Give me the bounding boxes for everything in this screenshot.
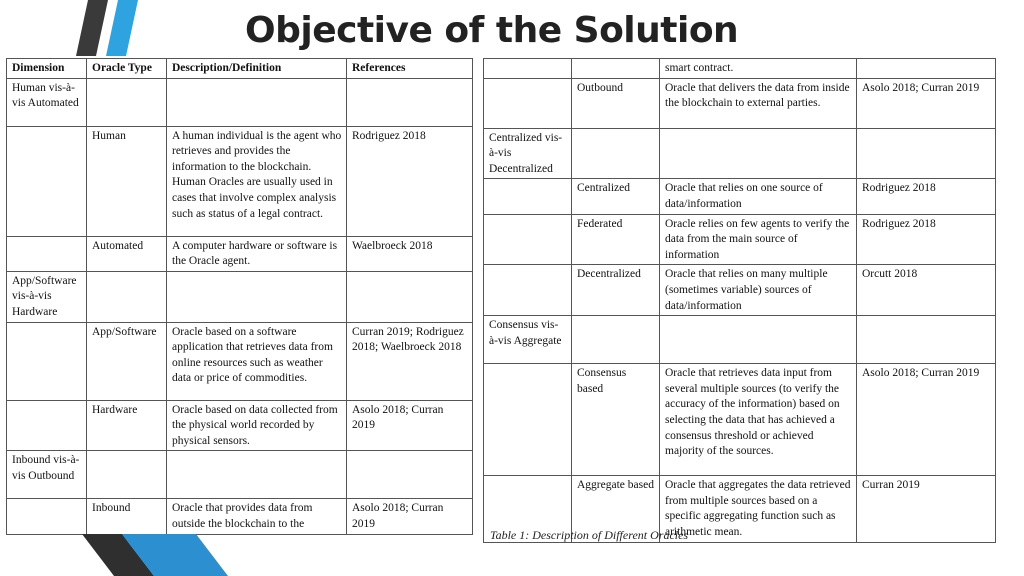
cell-type [87, 271, 167, 322]
table-row [484, 214, 996, 265]
table-row [484, 78, 996, 128]
cell-reference: Asolo 2018; Curran 2019 [347, 499, 473, 534]
cell-reference [857, 59, 996, 79]
cell-dimension [484, 214, 572, 265]
cell-dimension [7, 400, 87, 451]
cell-description [167, 78, 347, 126]
cell-type [87, 451, 167, 499]
cell-dimension [7, 236, 87, 271]
cell-dimension: Inbound vis-à-vis Outbound [7, 451, 87, 499]
table-row [7, 322, 473, 400]
table-row [7, 400, 473, 451]
table-row [7, 78, 473, 126]
cell-reference: Waelbroeck 2018 [347, 236, 473, 271]
cell-type: Automated [87, 236, 167, 271]
page-title: Objective of the Solution [245, 10, 739, 51]
cell-description: Oracle that relies on one source of data/information [660, 179, 857, 214]
cell-dimension [484, 265, 572, 316]
cell-type: Inbound [87, 499, 167, 534]
cell-description: Oracle based on data collected from the physical world recorded by physical sensors. [167, 400, 347, 451]
cell-description: Oracle that relies on many multiple (sometimes variable) sources of data/information [660, 265, 857, 316]
cell-dimension [7, 126, 87, 236]
oracle-table-right [483, 58, 996, 543]
cell-type: Consensus based [572, 364, 660, 476]
cell-description: Oracle that retrieves data input from several multiple sources (to verify the accuracy of the information) based on selecting the data that has achieved a consensus threshold or achieved majority of the sources. [660, 364, 857, 476]
cell-description: A computer hardware or software is the Oracle agent. [167, 236, 347, 271]
cell-reference: Orcutt 2018 [857, 265, 996, 316]
table-row [7, 451, 473, 499]
cell-dimension [484, 179, 572, 214]
cell-type: Decentralized [572, 265, 660, 316]
table-row [484, 128, 996, 179]
cell-dimension: Consensus vis-à-vis Aggregate [484, 316, 572, 364]
header-references: References [347, 59, 473, 79]
cell-type [572, 128, 660, 179]
cell-dimension: Human vis-à-vis Automated [7, 78, 87, 126]
cell-reference: Curran 2019 [857, 476, 996, 542]
footer-stripes [78, 534, 238, 576]
cell-reference: Curran 2019; Rodriguez 2018; Waelbroeck 2018 [347, 322, 473, 400]
cell-type: Outbound [572, 78, 660, 128]
table-row [7, 271, 473, 322]
cell-reference [857, 316, 996, 364]
cell-reference [347, 451, 473, 499]
cell-description: Oracle based on a software application that retrieves data from online resources such as weather data or price of commodities. [167, 322, 347, 400]
cell-type: Aggregate based [572, 476, 660, 542]
cell-reference: Rodriguez 2018 [857, 214, 996, 265]
cell-dimension: Centralized vis-à-vis Decentralized [484, 128, 572, 179]
cell-type: Centralized [572, 179, 660, 214]
cell-dimension [7, 322, 87, 400]
cell-dimension [484, 78, 572, 128]
cell-reference [347, 271, 473, 322]
cell-description: Oracle that aggregates the data retrieved from multiple sources based on a specific aggregating function such as arithmetic mean. [660, 476, 857, 542]
table-row [484, 179, 996, 214]
header-dimension: Dimension [7, 59, 87, 79]
cell-reference: Asolo 2018; Curran 2019 [857, 78, 996, 128]
cell-description [660, 128, 857, 179]
logo-stripe-blue [106, 0, 138, 56]
cell-type: App/Software [87, 322, 167, 400]
cell-type: Federated [572, 214, 660, 265]
table-row [7, 499, 473, 534]
cell-description: A human individual is the agent who retrieves and provides the information to the blockchain. Human Oracles are usually used in cases that involve complex analysis such as status of a legal contract. [167, 126, 347, 236]
cell-description: Oracle that delivers the data from inside the blockchain to external parties. [660, 78, 857, 128]
cell-reference: Rodriguez 2018 [857, 179, 996, 214]
cell-reference [347, 78, 473, 126]
table-header-row [7, 59, 473, 79]
header-oracle-type: Oracle Type [87, 59, 167, 79]
header-description: Description/Definition [167, 59, 347, 79]
table-row [484, 265, 996, 316]
cell-description: smart contract. [660, 59, 857, 79]
cell-reference: Rodriguez 2018 [347, 126, 473, 236]
cell-dimension [484, 59, 572, 79]
cell-description: Oracle relies on few agents to verify the data from the main source of information [660, 214, 857, 265]
cell-description [167, 451, 347, 499]
cell-reference [857, 128, 996, 179]
table-row [484, 59, 996, 79]
logo-stripes [74, 0, 140, 56]
cell-reference: Asolo 2018; Curran 2019 [857, 364, 996, 476]
table-row [484, 316, 996, 364]
oracle-table-left [6, 58, 473, 535]
cell-description [167, 271, 347, 322]
table-row [484, 364, 996, 476]
cell-reference: Asolo 2018; Curran 2019 [347, 400, 473, 451]
cell-dimension [484, 364, 572, 476]
table-caption: Table 1: Description of Different Oracles [490, 528, 689, 542]
cell-type: Hardware [87, 400, 167, 451]
logo-stripe-dark [76, 0, 108, 56]
cell-type [572, 316, 660, 364]
cell-dimension: App/Software vis-à-vis Hardware [7, 271, 87, 322]
cell-dimension [7, 499, 87, 534]
cell-description: Oracle that provides data from outside the blockchain to the [167, 499, 347, 534]
cell-type [572, 59, 660, 79]
cell-type: Human [87, 126, 167, 236]
table-row [7, 236, 473, 271]
table-row [7, 126, 473, 236]
cell-description [660, 316, 857, 364]
cell-type [87, 78, 167, 126]
